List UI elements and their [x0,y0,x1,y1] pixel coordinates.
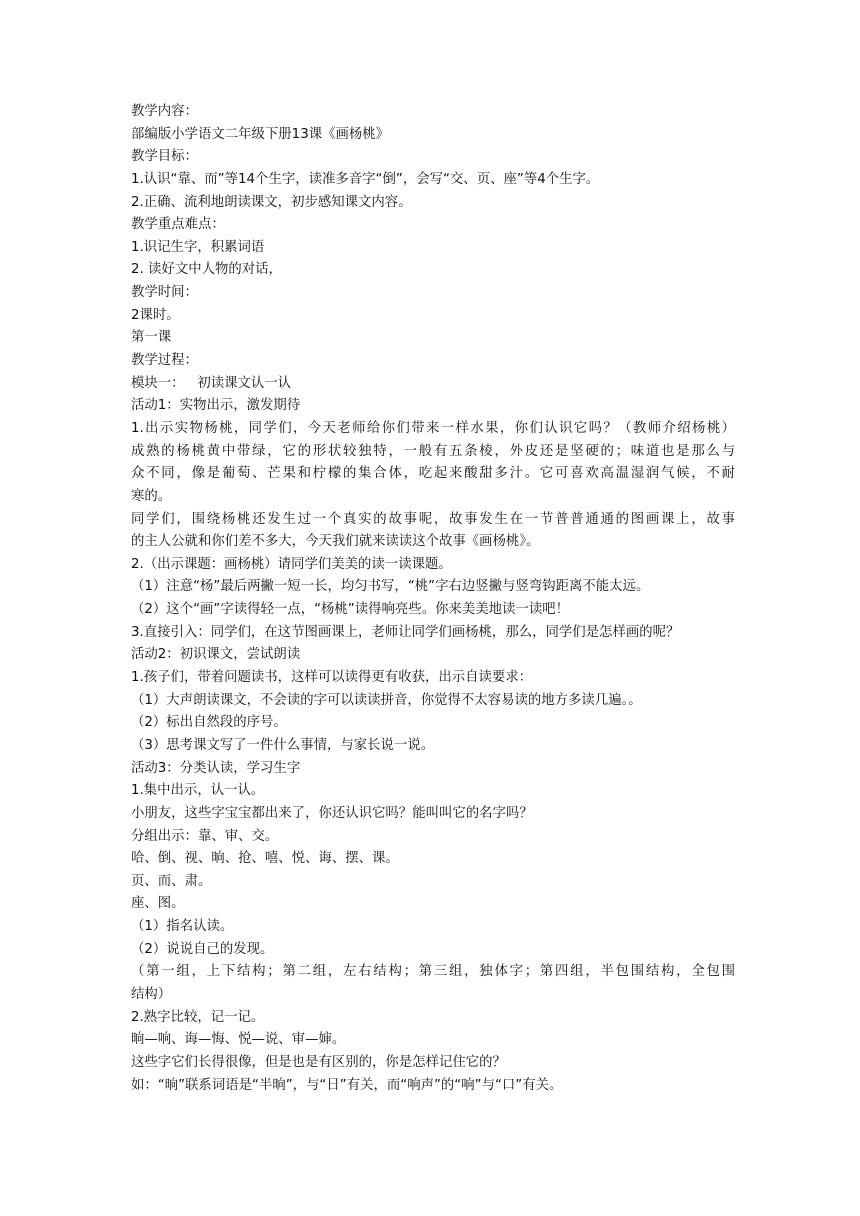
time-value: 2课时。 [131,307,180,323]
section-heading-content: 教学内容： [131,104,198,119]
key-point-2: 2. 读好文中人物的对话， [131,262,282,278]
paragraph-line: 的主人公就和你们差不多大，今天我们就来读读这个故事《画杨桃》。 [131,534,540,550]
paragraph-line: （2）这个“画”字读得轻一点，“杨桃”读得响亮些。你来美美地读一读吧！ [131,602,569,618]
activity-2-heading: 活动2：初识课文，尝试朗读 [131,647,301,663]
paragraph-line: （1）注意“杨”最后两撇一短一长，均匀书写，“桃”字右边竖撇与竖弯钩距离不能太远。 [131,579,650,595]
paragraph-line: 1.集中出示，认一认。 [131,783,265,799]
goal-2: 2.正确、流利地朗读课文，初步感知课文内容。 [131,194,412,210]
paragraph-line: 晌—响、诲—悔、悦—说、审—婶。 [131,1032,346,1048]
paragraph-line: 哈、倒、视、晌、抢、嘻、悦、诲、摆、课。 [131,851,399,867]
goal-1: 1.认识“靠、而”等14个生字，读准多音字“倒”，会写“交、页、座”等4个生字。 [131,171,600,187]
paragraph-line: 寒的。 [131,488,172,504]
activity-3-heading: 活动3：分类认读，学习生字 [131,760,301,776]
paragraph-line: 结构） [131,986,172,1002]
section-heading-time: 教学时间： [131,285,198,301]
paragraph-line: 1.孩子们，带着问题读书，这样可以读得更有收获，出示自读要求： [131,670,533,686]
paragraph-line: 如：“晌”联系词语是“半晌”，与“日”有关，而“响声”的“响”与“口”有关。 [131,1077,563,1093]
paragraph-line: （1）指名认读。 [131,919,234,935]
paragraph-line: 座、图。 [131,896,185,912]
paragraph-line: 同学们，围绕杨桃还发生过一个真实的故事呢，故事发生在一节普普通通的图画课上，故事 [131,511,735,527]
paragraph-line: （3）思考课文写了一件什么事情，与家长说一说。 [131,737,435,753]
paragraph-line: 小朋友，这些字宝宝都出来了，你还认识它吗？能叫叫它的名字吗？ [131,805,533,821]
section-heading-process: 教学过程： [131,353,198,369]
lesson-title: 部编版小学语文二年级下册13课《画杨桃》 [131,126,390,142]
paragraph-line: （第一组，上下结构；第二组，左右结构；第三组，独体字；第四组，半包围结构，全包围 [131,964,735,980]
paragraph-line: 1.出示实物杨桃，同学们，今天老师给你们带来一样水果，你们认识它吗？（教师介绍杨桃） [131,420,735,436]
document-page [131,101,735,1097]
paragraph-line: 3.直接引入：同学们，在这节图画课上，老师让同学们画杨桃，那么，同学们是怎样画的呢？ [131,624,680,640]
paragraph-line: 成熟的杨桃黄中带绿，它的形状较独特，一般有五条棱，外皮还是坚硬的；味道也是那么与 [131,443,735,459]
paragraph-line: 2.（出示课题：画杨桃）请同学们美美的读一读课题。 [131,556,452,572]
module-1-heading: 模块一： 初读课文认一认 [131,375,292,391]
paragraph-line: （2）标出自然段的序号。 [131,715,287,731]
activity-1-heading: 活动1：实物出示，激发期待 [131,398,301,414]
paragraph-line: （1）大声朗读课文，不会读的字可以读读拼音，你觉得不太容易读的地方多读几遍。。 [131,692,642,708]
section-heading-goals: 教学目标： [131,149,198,165]
paragraph-line: 2.熟字比较，记一记。 [131,1009,265,1025]
section-heading-key-points: 教学重点难点： [131,217,225,233]
paragraph-line: 分组出示：靠、审、交。 [131,828,279,844]
paragraph-line: 众不同，像是葡萄、芒果和柠檬的集合体，吃起来酸甜多汁。它可喜欢高温湿润气候，不耐 [131,466,735,482]
lesson-one-heading: 第一课 [131,330,172,346]
key-point-1: 1.识记生字，积累词语 [131,239,265,255]
paragraph-line: 页、而、肃。 [131,873,212,889]
paragraph-line: （2）说说自己的发现。 [131,941,274,957]
paragraph-line: 这些字它们长得很像，但是也是有区别的，你是怎样记住它的？ [131,1054,506,1070]
